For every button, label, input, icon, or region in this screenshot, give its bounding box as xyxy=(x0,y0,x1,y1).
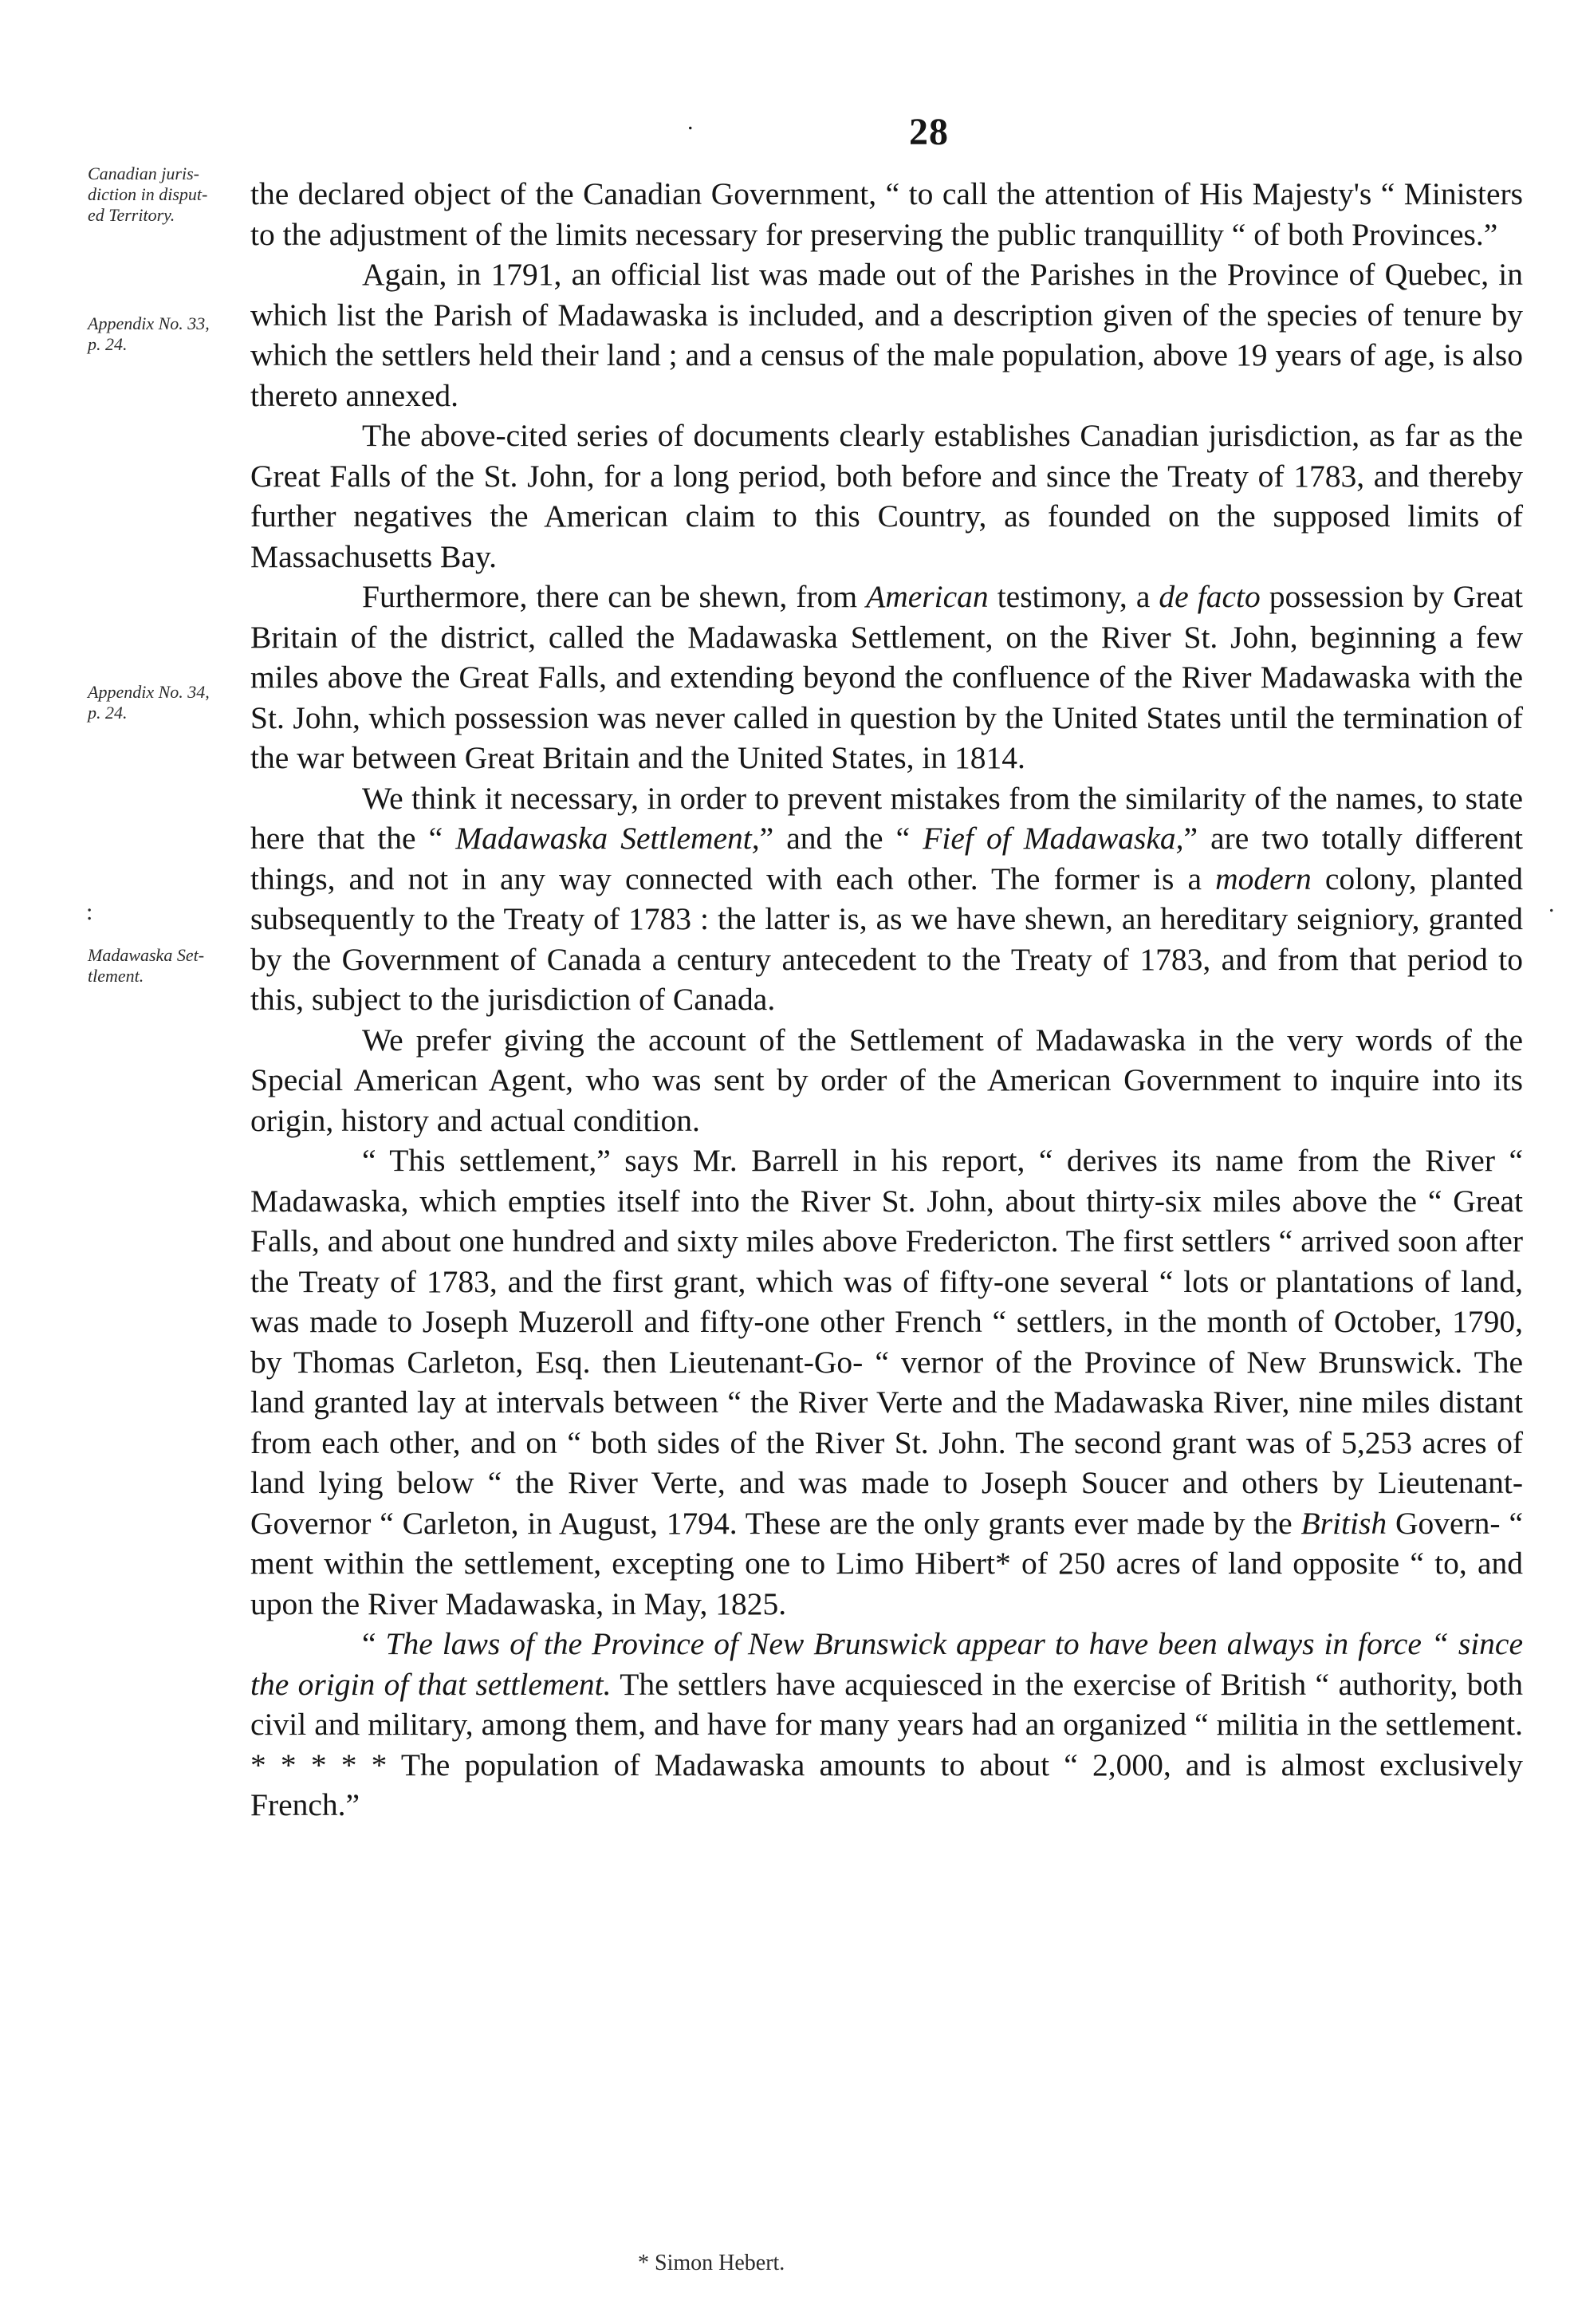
text-run: ” are two totally different things, and not in any way connected with each other. The former is a xyxy=(250,821,1523,896)
margin-note-appendix-34: Appendix No. 34, p. 24. xyxy=(88,682,210,723)
text-run: Furthermore, there can be shewn, from xyxy=(362,579,867,614)
stray-mark-right: . xyxy=(1548,891,1555,917)
italic-run: British xyxy=(1300,1505,1387,1541)
text-run: “ This settlement,” says Mr. Barrell in his report, “ derives its name from the River “ Madawaska, which empties itself into the River St. John, about thirty-six miles above the “ Great Falls, and about one hundred and sixty miles above Fredericton. The first settlers “ arrived soon after the Treaty of 1783, and the first grant, which was of fifty-one several “ lots or plantations of land, was made to Joseph Muzeroll and fifty-one other French “ settlers, in the month of October, 1790, by Thomas Carleton, Esq. then Lieutenant-Go- “ vernor of the Province of New Brunswick. The land granted lay at intervals between “ the River Verte and the Madawaska River, nine miles distant from each other, and on “ both sides of the River St. John. The second grant was of 5,253 acres of land lying below “ the River Verte, and was made to Joseph Soucer and others by Lieutenant-Governor “ Carleton, in August, 1794. These are the only grants ever made by the xyxy=(250,1143,1523,1541)
paragraph-special-agent: We prefer giving the account of the Settlement of Madawaska in the very words of the Special American Agent, who was sent by order of the American Government to inquire into its origin, history and actual condition. xyxy=(250,1022,1523,1138)
italic-run: Fief of Madawaska, xyxy=(923,821,1184,856)
text-run: We think it necessary, in order to prevent mistakes from the similarity of the names, to state here that the “ xyxy=(250,780,1523,856)
margin-note-madawaska-settlement: Madawaska Set- tlement. xyxy=(88,945,205,986)
paragraph-documents-series: The above-cited series of documents clearly establishes Canadian jurisdiction, as far as the Great Falls of the St. John, for a long period, both before and since the Treaty of 1783, and thereby further negatives the American claim to this Country, as founded on the supposed limits of Massachusetts Bay. xyxy=(250,418,1523,574)
italic-run: de facto xyxy=(1159,579,1261,614)
paragraph-de-facto-possession xyxy=(250,577,1523,778)
paragraph-names-distinction xyxy=(250,778,1523,1020)
italic-run: modern xyxy=(1215,861,1312,896)
italic-run: American xyxy=(866,579,989,614)
margin-note-appendix-33: Appendix No. 33, p. 24. xyxy=(88,313,210,354)
margin-note-jurisdiction: Canadian juris- diction in disput- ed Territory. xyxy=(88,163,208,225)
text-run: possession by Great Britain of the district, called the Madawaska Settlement, on the River St. John, beginning a few miles above the Great Falls, and extending beyond the confluence of the River Madawaska with the St. John, which possession was never called in question by the United States until the termination of the war between Great Britain and the United States, in 1814. xyxy=(250,579,1523,775)
page-dot: . xyxy=(687,108,694,135)
page-number: 28 xyxy=(909,111,949,153)
main-text xyxy=(250,174,1523,1826)
text-run: colony, planted subsequently to the Treaty of 1783 : the latter is, as we have shewn, an hereditary seigniory, granted by the Government of Canada a century antecedent to the Treaty of 1783, and from that period to this, subject to the jurisdiction of Canada. xyxy=(250,861,1523,1017)
italic-run: The laws of the Province of New Brunswick appear to have been always in force “ since the origin of that settlement. xyxy=(250,1626,1523,1702)
stray-mark-left: : xyxy=(86,899,93,925)
paragraph-1791-list: Again, in 1791, an official list was made out of the Parishes in the Province of Quebec, in which list the Parish of Madawaska is included, and a description given of the species of tenure by which the settlers held their land ; and a census of the male population, above 19 years of age, is also thereto annexed. xyxy=(250,257,1523,413)
text-run: “ xyxy=(362,1626,386,1661)
text-run: ” and the “ xyxy=(759,821,923,856)
paragraph-laws-quote xyxy=(250,1624,1523,1826)
paragraph-declared-object: the declared object of the Canadian Government, “ to call the attention of His Majesty's “ Ministers to the adjustment of the limits necessary for preserving the public tranquillity “ of both Provinces.” xyxy=(250,176,1523,252)
italic-run: Madawaska Settlement, xyxy=(455,821,760,856)
text-run: Govern- “ ment within the settlement, excepting one to Limo Hibert* of 250 acres of land opposite “ to, and upon the River Madawaska, in May, 1825. xyxy=(250,1505,1523,1621)
text-run: The settlers have acquiesced in the exercise of British “ authority, both civil and military, among them, and have for many years had an organized “ militia in the settlement. * * * * * The population of Madawaska amounts to about “ 2,000, and is almost exclusively French.” xyxy=(250,1666,1523,1822)
footnote: * Simon Hebert. xyxy=(638,2251,785,2275)
text-run: testimony, a xyxy=(988,579,1159,614)
paragraph-barrell-quote xyxy=(250,1140,1523,1624)
